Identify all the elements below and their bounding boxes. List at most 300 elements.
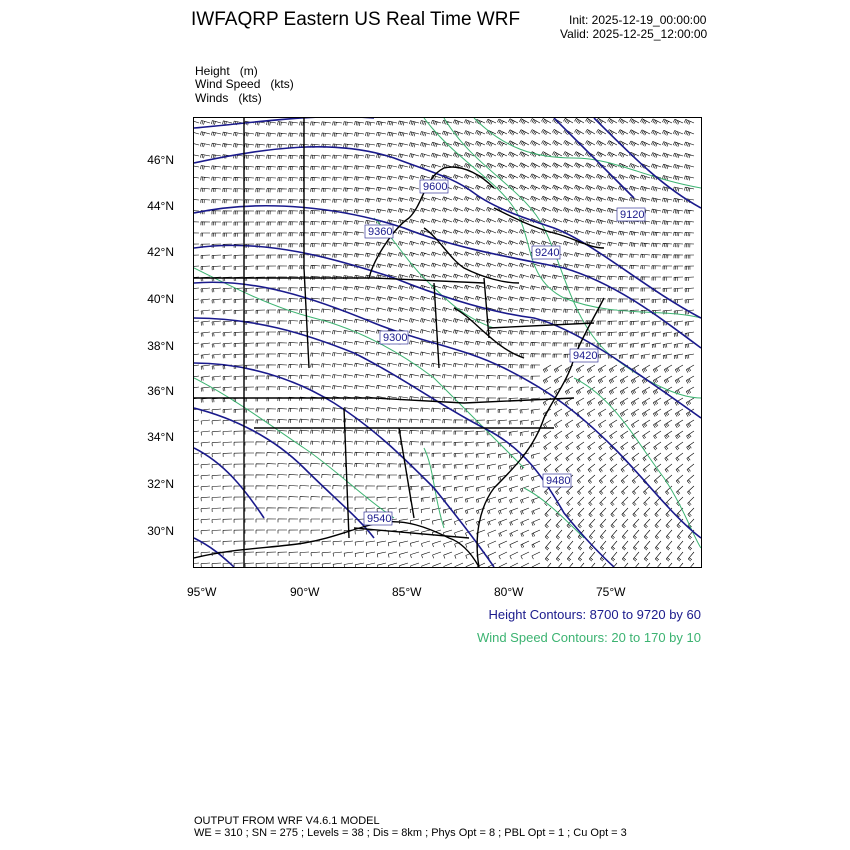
wind-barb	[245, 233, 254, 237]
wind-barb	[618, 231, 628, 235]
wind-barb	[201, 321, 210, 326]
wind-barb	[355, 463, 364, 467]
wind-barb	[387, 176, 397, 180]
wind-barb	[245, 266, 254, 270]
wind-barb	[194, 453, 199, 458]
wind-barb	[322, 353, 331, 357]
wind-barb	[662, 153, 672, 158]
wind-barb	[411, 563, 420, 567]
wind-barb	[289, 200, 298, 204]
wind-barb	[663, 332, 672, 337]
wind-barb	[674, 277, 683, 281]
wind-contour-note: Wind Speed Contours: 20 to 170 by 10	[476, 630, 701, 645]
contour-label	[364, 512, 392, 525]
wind-barb	[201, 332, 210, 337]
wind-barb	[355, 210, 365, 214]
wind-barb	[673, 119, 683, 124]
wind-barb	[256, 144, 265, 148]
wind-barb	[355, 286, 365, 290]
wind-barb	[256, 354, 265, 358]
wind-barb	[655, 563, 661, 567]
wind-barb	[618, 175, 628, 180]
wind-barb	[686, 398, 694, 406]
wind-barb	[377, 552, 386, 557]
wind-barb	[640, 119, 650, 124]
wind-barb	[630, 288, 639, 292]
wind-barb	[652, 277, 661, 281]
wind-barb	[322, 386, 331, 390]
wind-barb	[499, 530, 507, 537]
wind-barb	[234, 222, 243, 226]
wind-barb	[256, 541, 265, 545]
wind-barb	[530, 241, 540, 246]
wind-barb	[322, 155, 331, 159]
wind-barb	[597, 276, 606, 280]
wind-barb	[300, 519, 309, 523]
wind-barb	[575, 287, 584, 291]
wind-barb	[487, 442, 496, 447]
wind-barb	[409, 241, 419, 245]
wind-barb	[421, 386, 431, 390]
wind-barb	[442, 208, 452, 213]
wind-barb	[421, 431, 430, 435]
wind-barb	[311, 408, 320, 412]
wind-barb	[421, 497, 430, 502]
wind-barb	[289, 244, 298, 248]
wind-barb	[344, 319, 354, 323]
wind-barb	[289, 342, 298, 346]
wind-barb	[366, 419, 375, 423]
wind-barb	[344, 475, 353, 479]
wind-barb	[487, 387, 496, 391]
wind-barb	[300, 563, 309, 567]
wind-barb	[256, 475, 265, 479]
wind-barb	[366, 198, 376, 202]
wind-barb	[577, 464, 584, 472]
wind-barb	[409, 330, 419, 334]
wind-barb	[554, 365, 562, 373]
wind-barb	[300, 320, 309, 324]
wind-barb	[662, 130, 672, 135]
wind-barb	[388, 486, 397, 490]
wind-barb	[398, 242, 408, 246]
wind-barb	[344, 452, 353, 456]
wind-barb	[333, 452, 342, 456]
wind-barb	[355, 497, 364, 501]
wind-barb	[194, 508, 199, 512]
wind-barb	[366, 452, 375, 456]
wind-barb	[245, 431, 254, 435]
wind-barb	[311, 364, 320, 368]
contour-label-text: 9540	[367, 513, 392, 525]
atlantic-coastline	[477, 298, 604, 567]
wind-barb	[212, 332, 221, 337]
wind-barb	[633, 530, 639, 539]
wind-barb	[322, 419, 331, 423]
wind-barb	[530, 185, 540, 190]
wind-barb	[465, 431, 474, 435]
wind-barb	[643, 464, 650, 472]
lat-label: 44°N	[147, 199, 174, 213]
wind-barb	[677, 541, 683, 550]
wind-barb	[212, 321, 221, 325]
wind-barb	[377, 308, 387, 312]
wind-barb	[654, 453, 661, 461]
wind-barb	[487, 341, 497, 345]
wind-barb	[621, 475, 628, 484]
wind-barb	[201, 431, 210, 436]
wind-barb	[508, 286, 518, 290]
wind-barb	[673, 131, 683, 136]
state-line	[194, 278, 484, 283]
wind-barb	[234, 552, 243, 556]
wind-barb	[194, 387, 199, 392]
wind-barb	[278, 464, 287, 468]
wind-barb	[201, 420, 210, 425]
wind-barb	[630, 130, 640, 135]
wind-barb	[508, 297, 518, 301]
wind-barb	[497, 230, 507, 234]
wind-barb	[322, 199, 331, 203]
wind-barb	[543, 365, 551, 373]
wind-barb	[289, 364, 298, 368]
wind-barb	[589, 552, 595, 561]
wind-barb	[431, 296, 441, 300]
wind-barb	[552, 185, 562, 190]
wind-barb	[194, 497, 199, 502]
wind-barb	[673, 164, 683, 169]
wind-barb	[675, 420, 683, 428]
wind-barb	[431, 142, 441, 147]
wind-barb	[563, 219, 573, 223]
wind-barb	[663, 209, 673, 213]
wind-barb	[388, 541, 397, 546]
wind-barb	[684, 165, 694, 170]
wind-barb	[487, 353, 496, 357]
wind-barb	[607, 186, 617, 191]
wind-barb	[366, 374, 376, 378]
valid-time: Valid: 2025-12-25_12:00:00	[560, 27, 708, 41]
wind-barb	[487, 464, 496, 469]
wind-barb	[223, 343, 232, 347]
wind-barb	[476, 497, 485, 503]
wind-barb	[223, 409, 232, 413]
wind-barb	[629, 186, 639, 191]
wind-barb	[465, 475, 474, 480]
wind-barb	[194, 442, 199, 447]
wind-barb	[420, 296, 430, 300]
wind-barb	[212, 486, 221, 490]
wind-barb	[398, 264, 408, 268]
wind-barb	[611, 497, 617, 506]
wind-barb	[498, 376, 507, 380]
wind-barb	[365, 341, 375, 345]
wind-barb	[498, 464, 507, 469]
wind-barb	[464, 296, 474, 300]
wind-barb	[510, 541, 518, 548]
wind-barb	[267, 541, 276, 545]
wind-barb	[399, 419, 408, 423]
wind-barb	[465, 397, 474, 401]
wind-barb	[475, 207, 485, 212]
wind-barb	[399, 563, 408, 567]
wind-barb	[431, 352, 441, 356]
contour-label-text: 9300	[383, 332, 408, 344]
wind-barb	[245, 310, 254, 314]
wind-barb	[586, 287, 595, 291]
wind-barb	[333, 243, 342, 247]
wind-barb	[596, 231, 606, 235]
wind-barb	[388, 121, 398, 125]
wind-barb	[278, 211, 287, 215]
wind-barb	[431, 219, 441, 223]
wind-barb	[475, 285, 485, 289]
wind-barb	[355, 166, 364, 170]
wind-barb	[508, 263, 518, 267]
wind-barb	[201, 497, 210, 501]
wind-barb	[289, 386, 298, 390]
wind-barb	[355, 122, 364, 126]
wind-barb	[654, 431, 662, 439]
wind-barb	[234, 387, 243, 391]
wind-barb	[609, 365, 617, 373]
wind-barb	[567, 508, 573, 517]
wind-barb	[574, 163, 584, 168]
wind-barb	[497, 285, 507, 289]
wind-barb	[355, 341, 365, 345]
wind-barb	[654, 442, 661, 450]
wind-barb	[212, 420, 221, 424]
wind-barb	[234, 530, 243, 534]
wind-barb	[399, 408, 408, 412]
wind-barb	[552, 129, 562, 135]
wind-barb	[600, 541, 606, 550]
lat-label: 36°N	[147, 384, 174, 398]
wind-barb	[194, 519, 199, 523]
wind-barb	[598, 376, 606, 384]
wind-barb	[212, 376, 221, 381]
wind-barb	[465, 486, 474, 491]
wind-barb	[597, 265, 607, 269]
wind-barb	[234, 144, 244, 148]
wind-barb	[630, 119, 640, 124]
wind-barb	[278, 266, 287, 270]
wind-barb	[641, 343, 650, 348]
wind-barb	[388, 143, 398, 147]
wind-barb	[508, 207, 518, 212]
wind-barb	[622, 552, 628, 561]
wind-barb	[453, 330, 463, 334]
wind-barb	[256, 177, 265, 181]
wind-barb	[487, 453, 496, 458]
wind-barb	[532, 497, 540, 504]
wind-barb	[443, 431, 452, 435]
wind-barb	[223, 166, 232, 170]
wind-barb	[519, 141, 529, 146]
wind-barb	[398, 165, 408, 169]
wind-barb	[333, 133, 342, 137]
wind-barb	[574, 196, 584, 201]
wind-barb	[552, 196, 562, 201]
wind-barb	[267, 155, 276, 159]
wind-barb	[632, 475, 639, 484]
wind-barb	[278, 541, 287, 545]
wind-barb	[641, 243, 650, 247]
wind-barb	[677, 530, 683, 539]
wind-barb	[223, 431, 232, 435]
wind-barb	[388, 132, 398, 136]
wind-barb	[365, 330, 375, 334]
wind-barb	[652, 332, 661, 337]
wind-barb	[344, 297, 354, 301]
wind-barb	[355, 221, 365, 225]
wind-barb	[586, 118, 596, 124]
wind-barb	[674, 232, 683, 236]
wind-barb	[355, 374, 365, 378]
wind-barb	[665, 486, 672, 495]
wind-barb	[201, 387, 210, 392]
wind-barb	[311, 519, 320, 523]
wind-barb	[344, 166, 353, 170]
wind-barb	[201, 233, 210, 237]
wind-barb	[598, 398, 606, 406]
wind-barb	[644, 541, 650, 550]
wind-barb	[278, 552, 287, 556]
wind-barb	[322, 430, 331, 434]
wind-barb	[333, 331, 343, 335]
wind-barb	[574, 230, 584, 234]
wind-barb	[629, 164, 639, 169]
wind-barb	[223, 132, 233, 136]
wind-barb	[212, 530, 221, 534]
wind-barb	[194, 222, 199, 226]
wind-barb	[377, 132, 387, 136]
wind-barb	[453, 219, 463, 224]
wind-barb	[333, 155, 342, 159]
wind-barb	[509, 409, 518, 413]
wind-barb	[520, 409, 529, 413]
wind-barb	[531, 420, 540, 425]
wind-barb	[377, 486, 386, 490]
wind-barb	[555, 442, 562, 450]
wind-barb	[576, 365, 584, 373]
wind-barb	[344, 374, 354, 378]
wind-barb	[409, 252, 419, 256]
wind-barb	[388, 497, 397, 501]
gulf-coastline	[194, 522, 479, 567]
wind-barb	[421, 419, 430, 423]
wind-barb	[651, 141, 661, 146]
wind-barb	[611, 508, 617, 517]
wind-barb	[531, 376, 540, 380]
wind-barb	[387, 187, 397, 191]
wind-barb	[278, 441, 287, 445]
wind-barb	[234, 332, 243, 336]
wind-barb	[388, 475, 397, 479]
wind-barb	[355, 363, 365, 367]
wind-barb	[531, 331, 540, 335]
wind-barb	[553, 320, 562, 324]
wind-barb	[465, 464, 474, 469]
wind-barb	[664, 376, 672, 384]
wind-barb	[420, 132, 430, 137]
wind-barb	[563, 174, 573, 179]
wind-barb	[212, 453, 221, 457]
wind-barb	[420, 241, 430, 245]
wind-barb	[608, 343, 617, 347]
wind-barb	[212, 188, 221, 192]
wind-barb	[333, 486, 342, 490]
wind-barb	[442, 219, 452, 224]
wind-barb	[475, 141, 485, 146]
wind-barb	[366, 563, 375, 567]
wind-barb	[621, 486, 628, 495]
wind-barb	[333, 221, 342, 225]
wind-barb	[311, 166, 320, 170]
wind-barb	[587, 409, 595, 417]
wind-barb	[586, 129, 596, 135]
wind-barb	[234, 343, 243, 347]
wind-barb	[545, 519, 551, 528]
wind-barb	[267, 133, 276, 137]
wind-barb	[366, 122, 376, 126]
wind-barb	[201, 486, 210, 490]
contour-label	[570, 349, 598, 362]
wind-barb	[267, 299, 276, 303]
wind-barb	[201, 354, 210, 359]
wind-barb	[677, 552, 683, 561]
wind-barb	[565, 387, 573, 395]
wind-barb	[377, 374, 387, 378]
wind-barb	[486, 119, 496, 124]
wind-barb	[620, 376, 628, 384]
wind-barb	[651, 119, 661, 124]
wind-barb	[289, 166, 298, 170]
wind-barb	[409, 308, 419, 312]
wind-barb	[311, 508, 320, 512]
wind-barb	[510, 552, 518, 559]
wind-barb	[442, 230, 452, 235]
wind-barb	[245, 211, 254, 215]
wind-barb	[476, 486, 485, 492]
wind-barb	[377, 319, 387, 323]
wind-barb	[201, 343, 210, 348]
wind-barb	[685, 299, 694, 303]
wind-barb	[300, 486, 309, 490]
wind-barb	[554, 376, 562, 384]
wind-barb	[684, 153, 694, 158]
wind-barb	[520, 431, 529, 436]
wind-barb	[666, 541, 672, 550]
wind-barb	[256, 166, 265, 170]
wind-barb	[465, 364, 475, 368]
wind-barb	[234, 431, 243, 435]
wind-barb	[355, 188, 364, 192]
wind-barb	[311, 188, 320, 192]
wind-barb	[355, 441, 364, 445]
field-unit: (kts)	[238, 91, 262, 105]
wind-barb	[234, 354, 243, 358]
wind-barb	[234, 189, 243, 193]
wind-barb	[278, 222, 287, 226]
wind-barb	[520, 297, 530, 301]
wind-barb	[477, 519, 486, 525]
wind-barb	[499, 541, 507, 548]
wind-barb	[454, 420, 463, 424]
wind-barb	[541, 185, 551, 190]
wind-barb	[465, 497, 474, 503]
wind-barb	[256, 222, 265, 226]
